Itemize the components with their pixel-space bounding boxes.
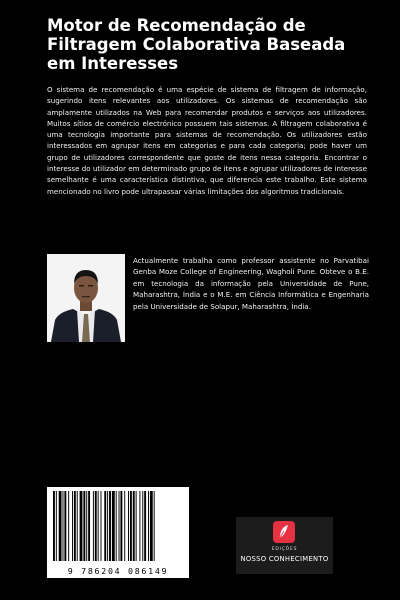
book-description: O sistema de recomendação é uma espécie de sistema de filtragem de informação, sugerindo itens relevantes aos utilizadores. Os sistemas de recomendação são amplamente utilizados na Web para recomendar produtos e serviços aos utilizadores. Muitos sítios de comércio electrónico possuem tais sistemas. A filtragem colaborativa é uma tecnologia importante para sistemas de recomendação. Os utilizadores estão interessados em agrupar itens em categorias e para cada categoria; pode haver um grupo de utilizadores correspondente que goste de itens nessa categoria. Encontrar o interesse do utilizador em determinado grupo de itens e agrupar utilizadores de interesse semelhante é uma característica distintiva, que diferencia este trabalho. Este sistema mencionado no livro pode ultrapassar várias limitações dos algoritmos tradicionais. [47,85,367,196]
isbn-barcode [47,487,189,578]
quill-logo-icon [273,521,295,543]
isbn-digits: 9 786204 086149 [67,566,169,576]
publisher-label-name: NOSSO CONHECIMENTO [240,555,329,563]
publisher-label-top: EDIÇÕES [271,547,298,552]
book-title: Motor de Recomendação de Filtragem Colaborativa Baseada em Interesses [47,16,346,73]
barcode-bars [47,487,189,565]
author-photo [47,254,125,342]
publisher-badge [236,517,333,574]
author-bio: Actualmente trabalha como professor assistente no Parvatibai Genba Moze College of Engineering, Wagholi Pune. Obteve o B.E. em tecnologia da informação pela Universidade de Pune, Maharashtra, Índia e o M.E. em Ciência Informática e Engenharia pela Universidade de Solapur, Maharashtra, Índia. [133,256,369,311]
